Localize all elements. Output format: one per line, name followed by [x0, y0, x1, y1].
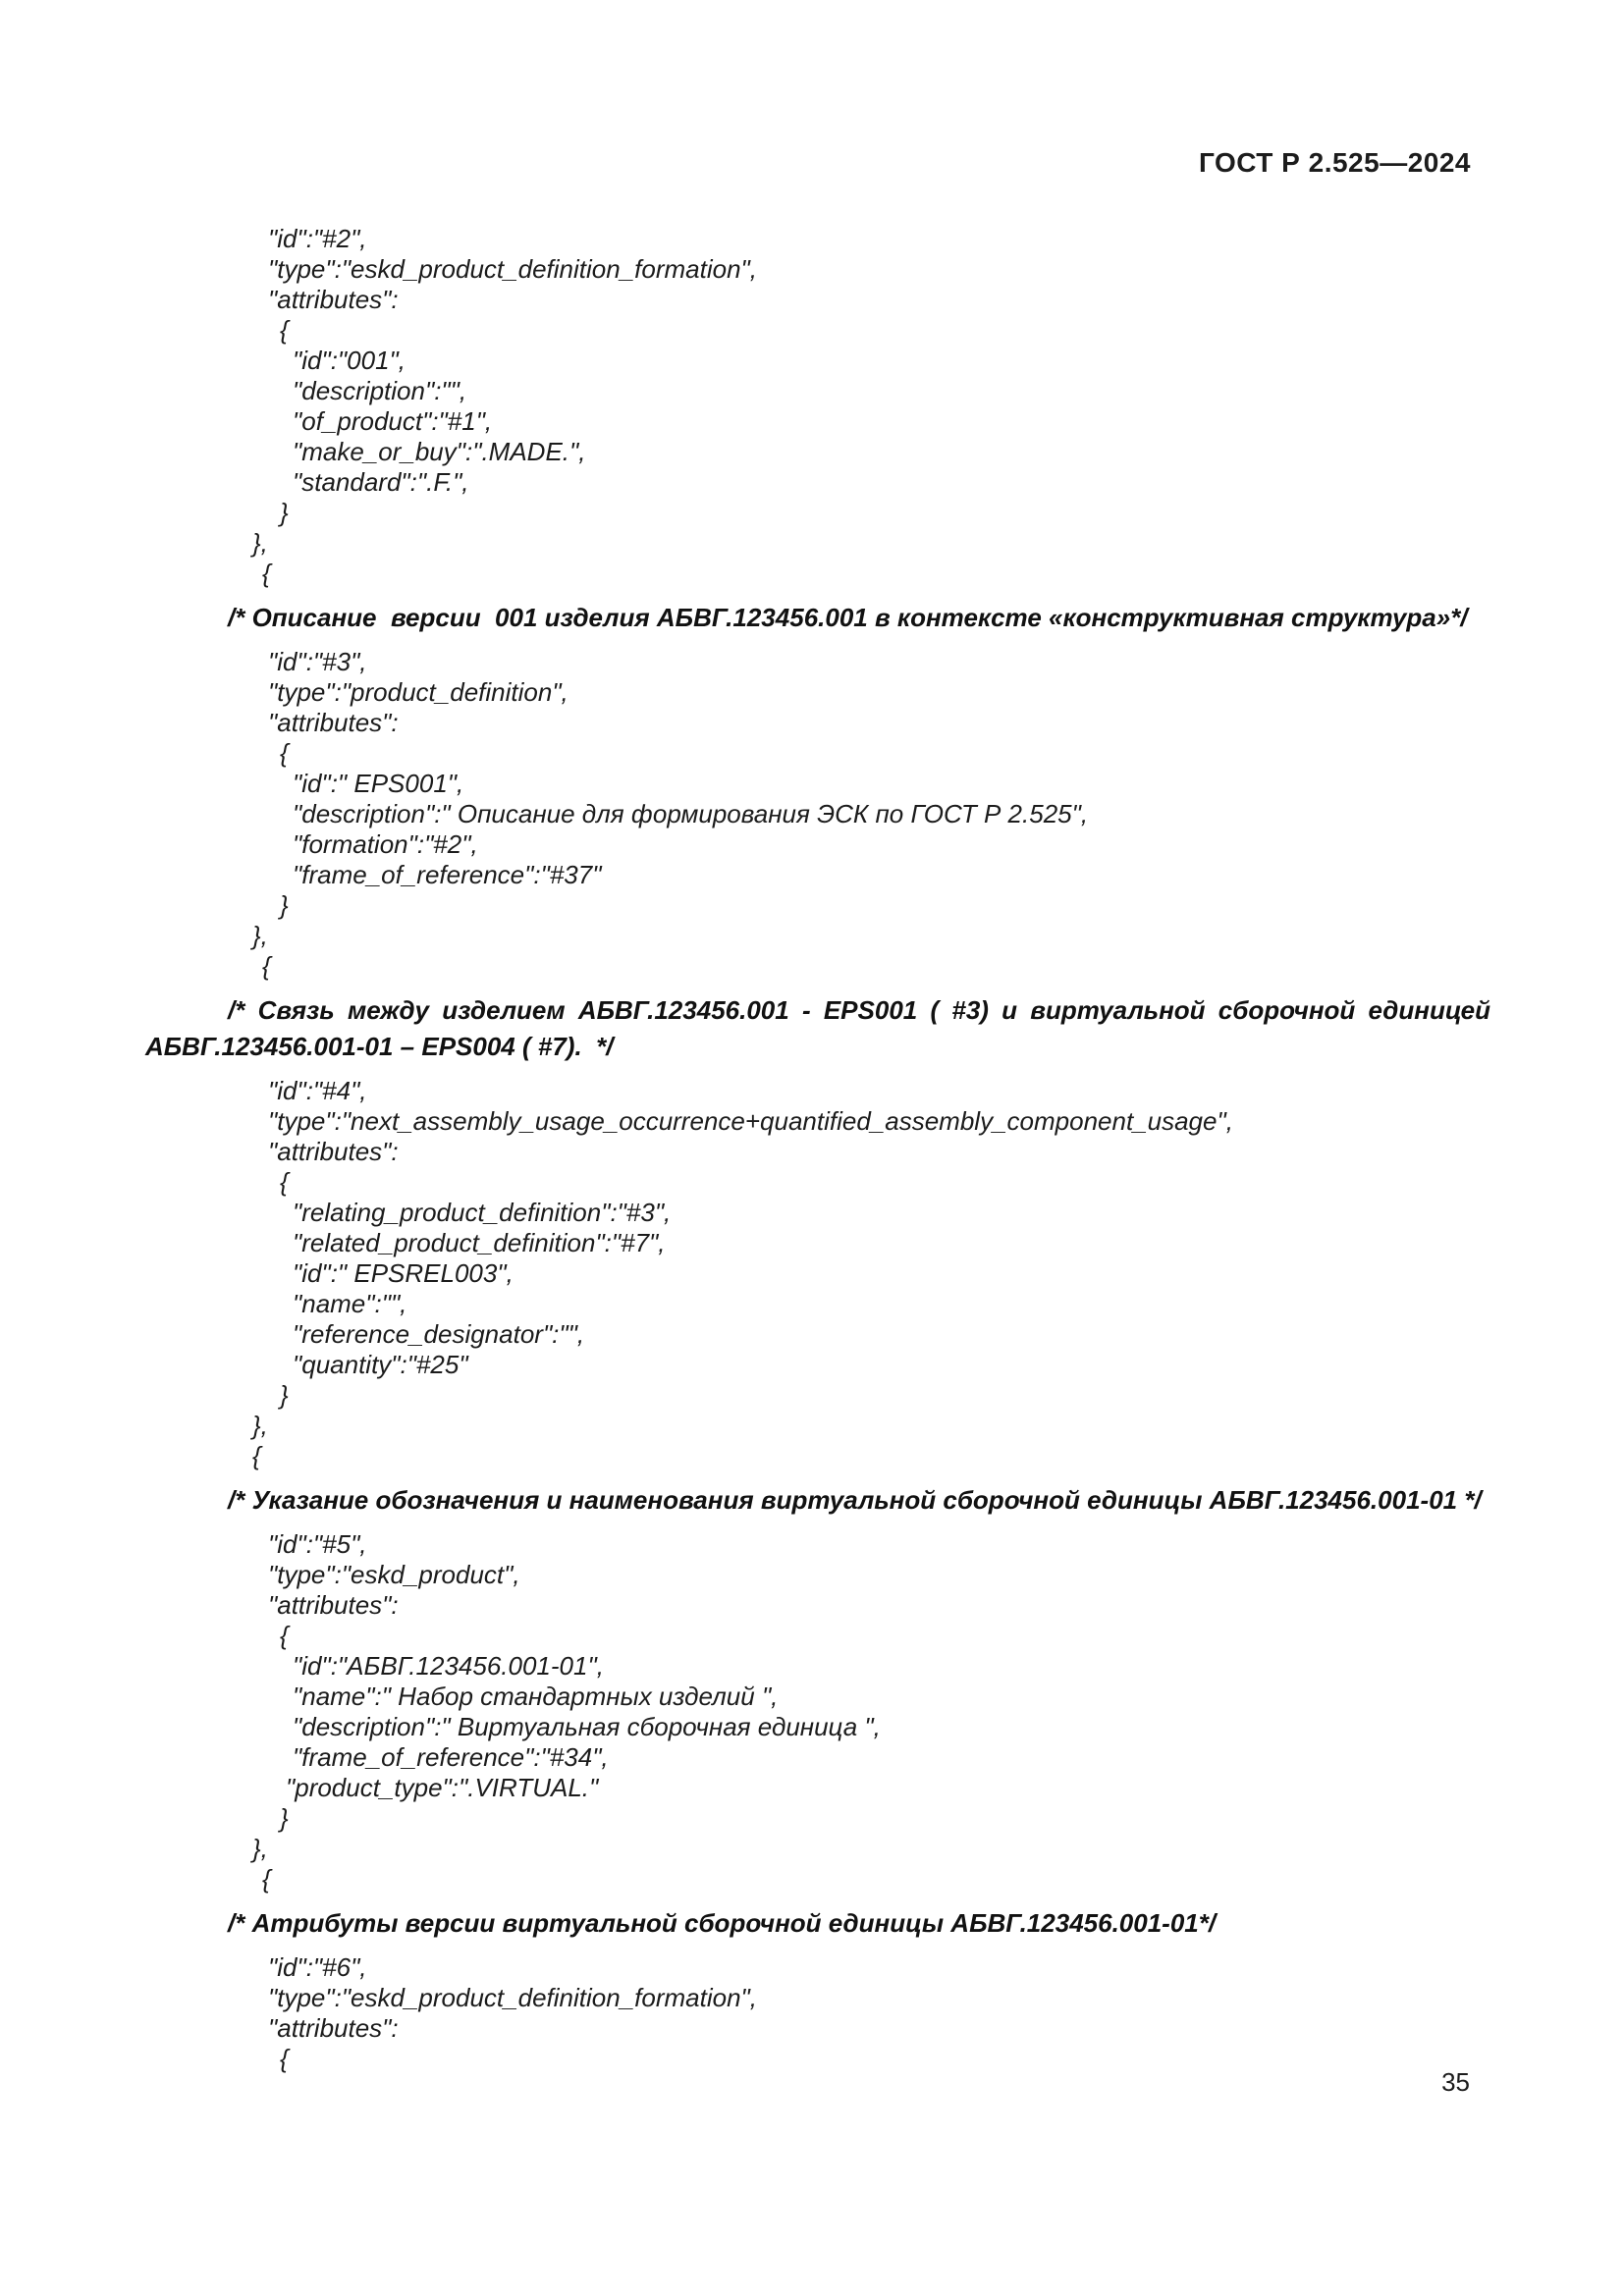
code-line: "frame_of_reference":"#37" — [293, 860, 602, 889]
code-line: "type":"eskd_product", — [268, 1560, 520, 1589]
code-line: "type":"product_definition", — [268, 677, 568, 707]
code-line: "make_or_buy":".MADE.", — [293, 437, 586, 466]
code-comment — [145, 600, 1490, 636]
code-line: "id":"001", — [293, 346, 406, 375]
code-line: "type":"eskd_product_definition_formation", — [268, 1983, 757, 2012]
code-line: { — [280, 1621, 289, 1650]
code-line: "related_product_definition":"#7", — [293, 1228, 666, 1257]
code-listing — [145, 224, 1490, 2074]
code-line: "type":"next_assembly_usage_occurrence+quantified_assembly_component_usage", — [268, 1106, 1233, 1136]
code-line: "quantity":"#25" — [293, 1350, 468, 1379]
code-line: "formation":"#2", — [293, 829, 478, 859]
page-number: 35 — [1441, 2067, 1470, 2097]
code-line: "id":"#5", — [268, 1529, 367, 1559]
comment-line: /* Описание версии 001 изделия АБВГ.123456.001 в контексте «конструктивная структура»*/ — [228, 603, 1468, 632]
code-line: "description":" Виртуальная сборочная единица ", — [293, 1712, 881, 1741]
code-line: "frame_of_reference":"#34", — [293, 1742, 609, 1772]
code-line: "id":" EPS001", — [293, 769, 464, 798]
standard-code-header: ГОСТ Р 2.525—2024 — [1198, 147, 1471, 178]
code-line: "standard":".F.", — [293, 467, 469, 497]
comment-line: /* Связь между изделием АБВГ.123456.001 - EPS001 ( #3) и виртуальной сборочной единицей — [228, 995, 1490, 1025]
code-line: }, — [252, 528, 268, 558]
comment-line: /* Атрибуты версии виртуальной сборочной единицы АБВГ.123456.001-01*/ — [228, 1908, 1217, 1938]
code-line: "id":"#4", — [268, 1076, 367, 1105]
code-line: "id":" EPSREL003", — [293, 1258, 514, 1288]
code-line: "description":" Описание для формирования ЭСК по ГОСТ Р 2.525", — [293, 799, 1089, 828]
code-line: } — [280, 1380, 289, 1410]
code-line: "type":"eskd_product_definition_formation", — [268, 254, 757, 284]
code-line: { — [280, 315, 289, 345]
code-line: "description":"", — [293, 376, 467, 405]
code-line: { — [280, 2044, 289, 2073]
code-line: "of_product":"#1", — [293, 406, 493, 436]
code-block — [145, 647, 1490, 982]
code-line: "id":"#2", — [268, 224, 367, 253]
code-line: { — [262, 951, 271, 981]
comment-line: /* Указание обозначения и наименования виртуальной сборочной единицы АБВГ.123456.001-01 */ — [228, 1485, 1482, 1515]
code-block — [145, 1529, 1490, 1895]
code-line: { — [280, 738, 289, 768]
code-line: "id":"#3", — [268, 647, 367, 676]
code-line: "name":" Набор стандартных изделий ", — [293, 1682, 779, 1711]
code-line: "attributes": — [268, 708, 399, 737]
code-line: "attributes": — [268, 1137, 399, 1166]
code-line: "id":"АБВГ.123456.001-01", — [293, 1651, 604, 1681]
code-line: { — [252, 1441, 261, 1470]
code-line: { — [262, 559, 271, 588]
code-line: { — [280, 1167, 289, 1197]
code-comment — [145, 1905, 1490, 1942]
code-comment — [145, 1482, 1490, 1519]
code-line: }, — [252, 1834, 268, 1863]
code-line: } — [280, 1803, 289, 1833]
code-line: "attributes": — [268, 1590, 399, 1620]
code-line: "attributes": — [268, 2013, 399, 2043]
code-line: }, — [252, 1411, 268, 1440]
code-line: "product_type":".VIRTUAL." — [286, 1773, 599, 1802]
comment-line: АБВГ.123456.001-01 – EPS004 ( #7). */ — [145, 1032, 614, 1061]
code-block — [145, 1952, 1490, 2074]
code-line: }, — [252, 921, 268, 950]
code-block — [145, 1076, 1490, 1471]
code-line: } — [280, 890, 289, 920]
code-line: { — [262, 1864, 271, 1894]
code-line: "attributes": — [268, 285, 399, 314]
code-line: "name":"", — [293, 1289, 407, 1318]
code-line: "reference_designator":"", — [293, 1319, 585, 1349]
code-block — [145, 224, 1490, 589]
code-comment — [145, 992, 1490, 1065]
code-line: "id":"#6", — [268, 1952, 367, 1982]
code-line: } — [280, 498, 289, 527]
code-line: "relating_product_definition":"#3", — [293, 1198, 672, 1227]
